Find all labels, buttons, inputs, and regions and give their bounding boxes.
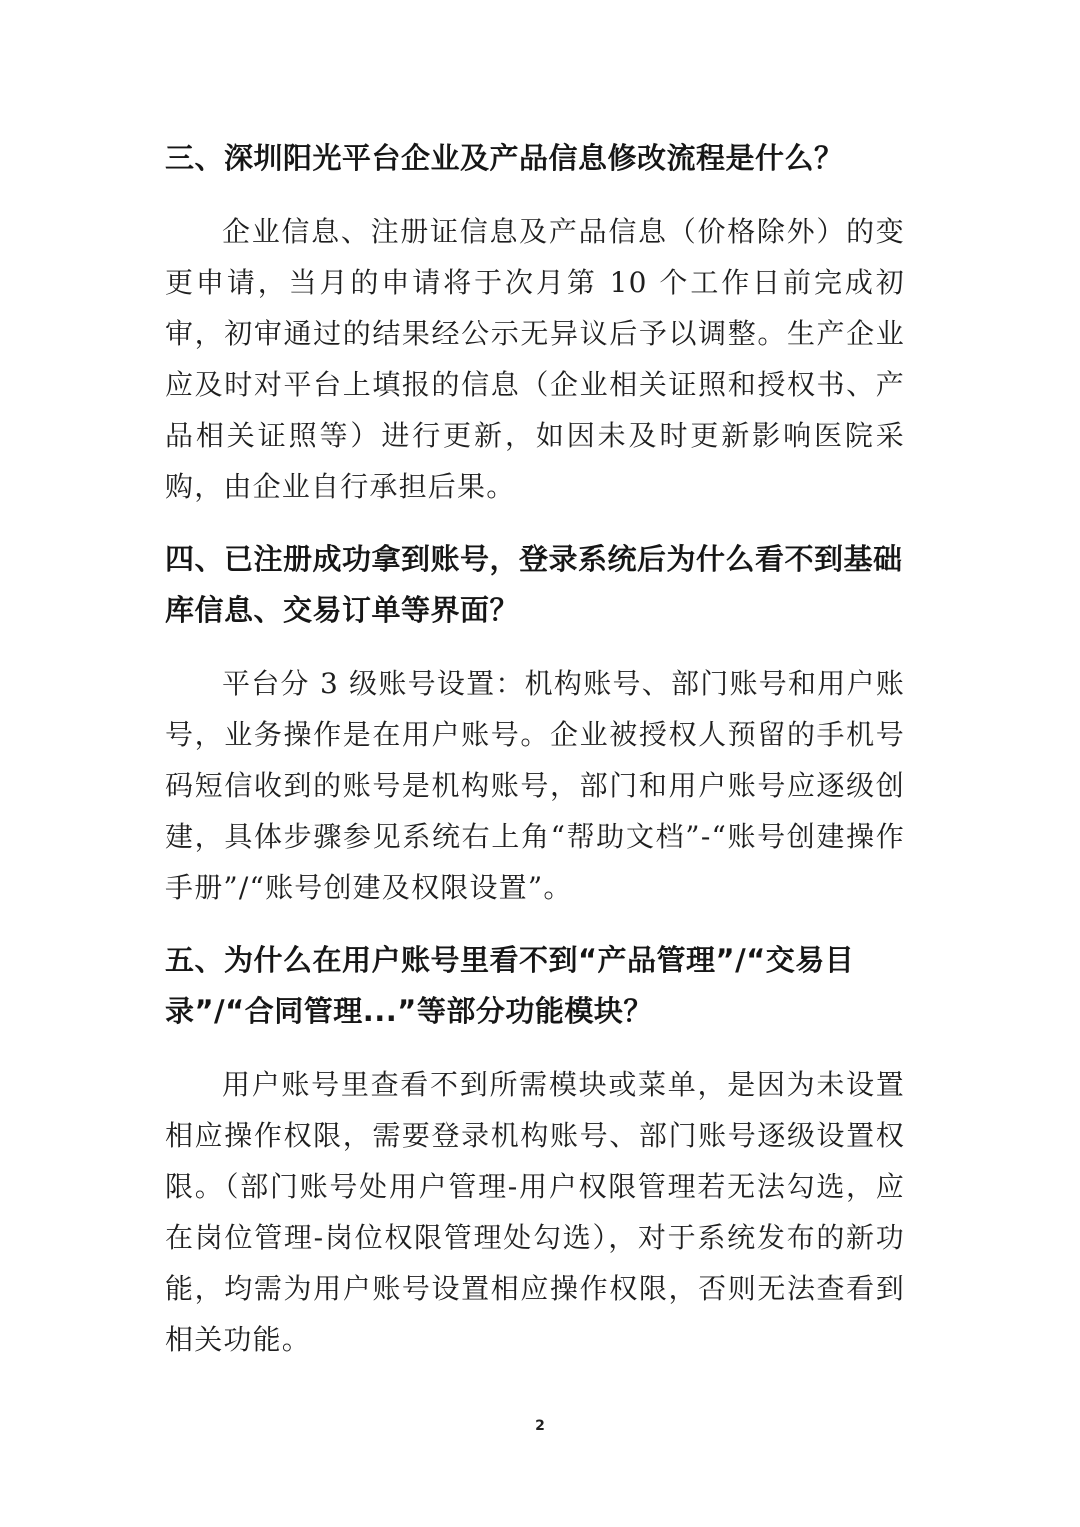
- page-number: 2: [535, 1418, 545, 1434]
- section-body: 企业信息、注册证信息及产品信息（价格除外）的变更申请，当月的申请将于次月第 10 个工作日前完成初审，初审通过的结果经公示无异议后予以调整。生产企业应及时对平台上填报的信息（企业相关证照和授权书、产品相关证照等）进行更新，如因未及时更新影响医院采购，由企业自行承担后果。: [165, 215, 905, 503]
- faq-section-4: [165, 534, 905, 935]
- page-content: [165, 133, 905, 1365]
- faq-section-5: [165, 935, 905, 1365]
- section-body: 平台分 3 级账号设置：机构账号、部门账号和用户账号，业务操作是在用户账号。企业被授权人预留的手机号码短信收到的账号是机构账号，部门和用户账号应逐级创建，具体步骤参见系统右上角“帮助文档”-“账号创建操作手册”/“账号创建及权限设置”。: [165, 667, 905, 904]
- section-body: 用户账号里查看不到所需模块或菜单，是因为未设置相应操作权限，需要登录机构账号、部门账号逐级设置权限。（部门账号处用户管理-用户权限管理若无法勾选，应在岗位管理-岗位权限管理处勾选），对于系统发布的新功能，均需为用户账号设置相应操作权限，否则无法查看到相关功能。: [165, 1068, 905, 1356]
- faq-section-3: [165, 133, 905, 534]
- section-heading: 五、为什么在用户账号里看不到“产品管理”/“交易目录”/“合同管理...”等部分功能模块？: [165, 943, 855, 1028]
- section-heading: 三、深圳阳光平台企业及产品信息修改流程是什么？: [165, 141, 844, 175]
- section-heading: 四、已注册成功拿到账号，登录系统后为什么看不到基础库信息、交易订单等界面？: [165, 542, 903, 627]
